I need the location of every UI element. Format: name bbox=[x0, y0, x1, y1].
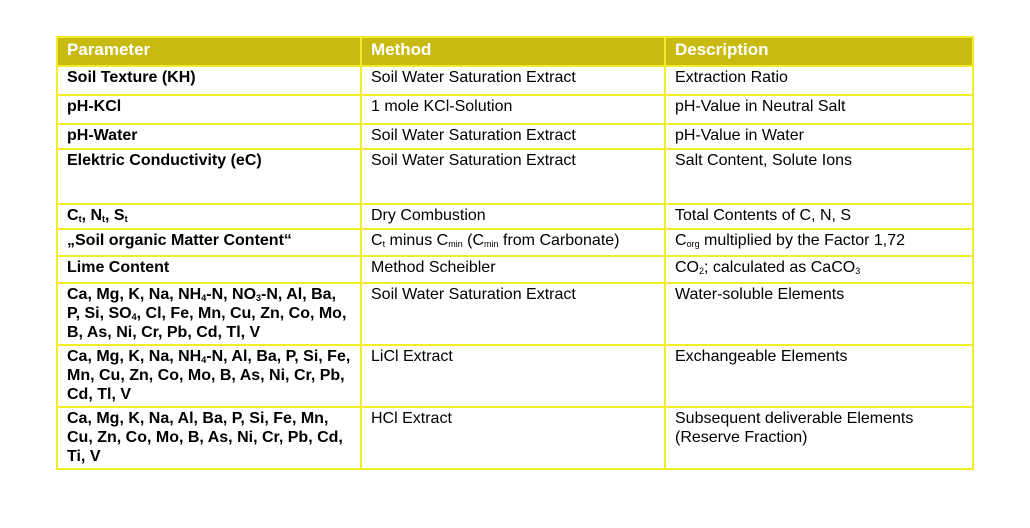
parameter-cell: Lime Content bbox=[57, 256, 361, 283]
subscript: t bbox=[124, 214, 128, 224]
text-part: -N, Al, Ba, P, Si, SO bbox=[67, 286, 337, 322]
description-cell: pH-Value in Water bbox=[665, 124, 973, 149]
soil-analysis-table bbox=[56, 36, 974, 470]
table-row bbox=[57, 256, 973, 283]
parameter-cell bbox=[57, 345, 361, 407]
subscript: min bbox=[484, 239, 499, 249]
description-line: (Reserve Fraction) bbox=[675, 429, 808, 446]
method-cell: Soil Water Saturation Extract bbox=[361, 124, 665, 149]
description-cell: Salt Content, Solute Ions bbox=[665, 149, 973, 204]
parameter-cell bbox=[57, 204, 361, 229]
parameter-cell: pH-KCl bbox=[57, 95, 361, 124]
parameter-cell: pH-Water bbox=[57, 124, 361, 149]
text-part: (C bbox=[462, 232, 485, 249]
subscript: t bbox=[382, 239, 386, 249]
table-row bbox=[57, 66, 973, 95]
text-part: ; calculated as CaCO bbox=[704, 259, 856, 276]
description-line: Subsequent deliverable Elements bbox=[675, 410, 914, 427]
text-part: CO bbox=[675, 259, 699, 276]
subscript: 4 bbox=[201, 293, 207, 303]
method-cell: 1 mole KCl-Solution bbox=[361, 95, 665, 124]
description-cell bbox=[665, 256, 973, 283]
description-cell: Total Contents of C, N, S bbox=[665, 204, 973, 229]
subscript: t bbox=[102, 214, 106, 224]
method-cell: Soil Water Saturation Extract bbox=[361, 66, 665, 95]
text-part: , N bbox=[81, 207, 103, 224]
description-cell: Exchangeable Elements bbox=[665, 345, 973, 407]
text-part: , S bbox=[105, 207, 125, 224]
text-part: -N, NO bbox=[206, 286, 257, 303]
subscript: 2 bbox=[699, 266, 705, 276]
table-row bbox=[57, 149, 973, 204]
text-part: C bbox=[67, 207, 79, 224]
method-cell: Dry Combustion bbox=[361, 204, 665, 229]
description-cell: Extraction Ratio bbox=[665, 66, 973, 95]
parameter-cell: Ca, Mg, K, Na, Al, Ba, P, Si, Fe, Mn, Cu, Zn, Co, Mo, B, As, Ni, Cr, Pb, Cd, Ti, V bbox=[57, 407, 361, 469]
table-row bbox=[57, 204, 973, 229]
subscript: 3 bbox=[855, 266, 861, 276]
parameter-cell: Elektric Conductivity (eC) bbox=[57, 149, 361, 204]
subscript: org bbox=[686, 239, 700, 249]
description-cell bbox=[665, 229, 973, 256]
description-cell: Water-soluble Elements bbox=[665, 283, 973, 345]
table-row bbox=[57, 345, 973, 407]
description-cell bbox=[665, 407, 973, 469]
text-part: -N, Al, Ba, P, Si, Fe, Mn, Cu, Zn, Co, Mo, B, As, Ni, Cr, Pb, Cd, Tl, V bbox=[67, 348, 351, 403]
text-part: multiplied by the Factor 1,72 bbox=[699, 232, 906, 249]
method-cell bbox=[361, 229, 665, 256]
table-row bbox=[57, 95, 973, 124]
header-parameter: Parameter bbox=[57, 37, 361, 66]
subscript: 4 bbox=[201, 355, 207, 365]
table-row bbox=[57, 229, 973, 256]
text-part: Ca, Mg, K, Na, NH bbox=[67, 348, 202, 365]
text-part: from Carbonate) bbox=[498, 232, 620, 249]
header-method: Method bbox=[361, 37, 665, 66]
table-header-row bbox=[57, 37, 973, 66]
text-part: C bbox=[675, 232, 687, 249]
method-cell: Method Scheibler bbox=[361, 256, 665, 283]
header-description: Description bbox=[665, 37, 973, 66]
text-part: C bbox=[371, 232, 383, 249]
table-row bbox=[57, 407, 973, 469]
parameter-cell bbox=[57, 283, 361, 345]
method-cell: Soil Water Saturation Extract bbox=[361, 283, 665, 345]
text-part: Ca, Mg, K, Na, NH bbox=[67, 286, 202, 303]
description-cell: pH-Value in Neutral Salt bbox=[665, 95, 973, 124]
parameter-cell: „Soil organic Matter Content“ bbox=[57, 229, 361, 256]
subscript: min bbox=[448, 239, 463, 249]
parameter-cell: Soil Texture (KH) bbox=[57, 66, 361, 95]
subscript: t bbox=[78, 214, 82, 224]
subscript: 4 bbox=[131, 312, 137, 322]
subscript: 3 bbox=[256, 293, 262, 303]
text-part: minus C bbox=[385, 232, 449, 249]
method-cell: LiCl Extract bbox=[361, 345, 665, 407]
table-row bbox=[57, 124, 973, 149]
table-row bbox=[57, 283, 973, 345]
method-cell: HCl Extract bbox=[361, 407, 665, 469]
text-part: , Cl, Fe, Mn, Cu, Zn, Co, Mo, B, As, Ni, Cr, Pb, Cd, Tl, V bbox=[67, 305, 347, 341]
method-cell: Soil Water Saturation Extract bbox=[361, 149, 665, 204]
